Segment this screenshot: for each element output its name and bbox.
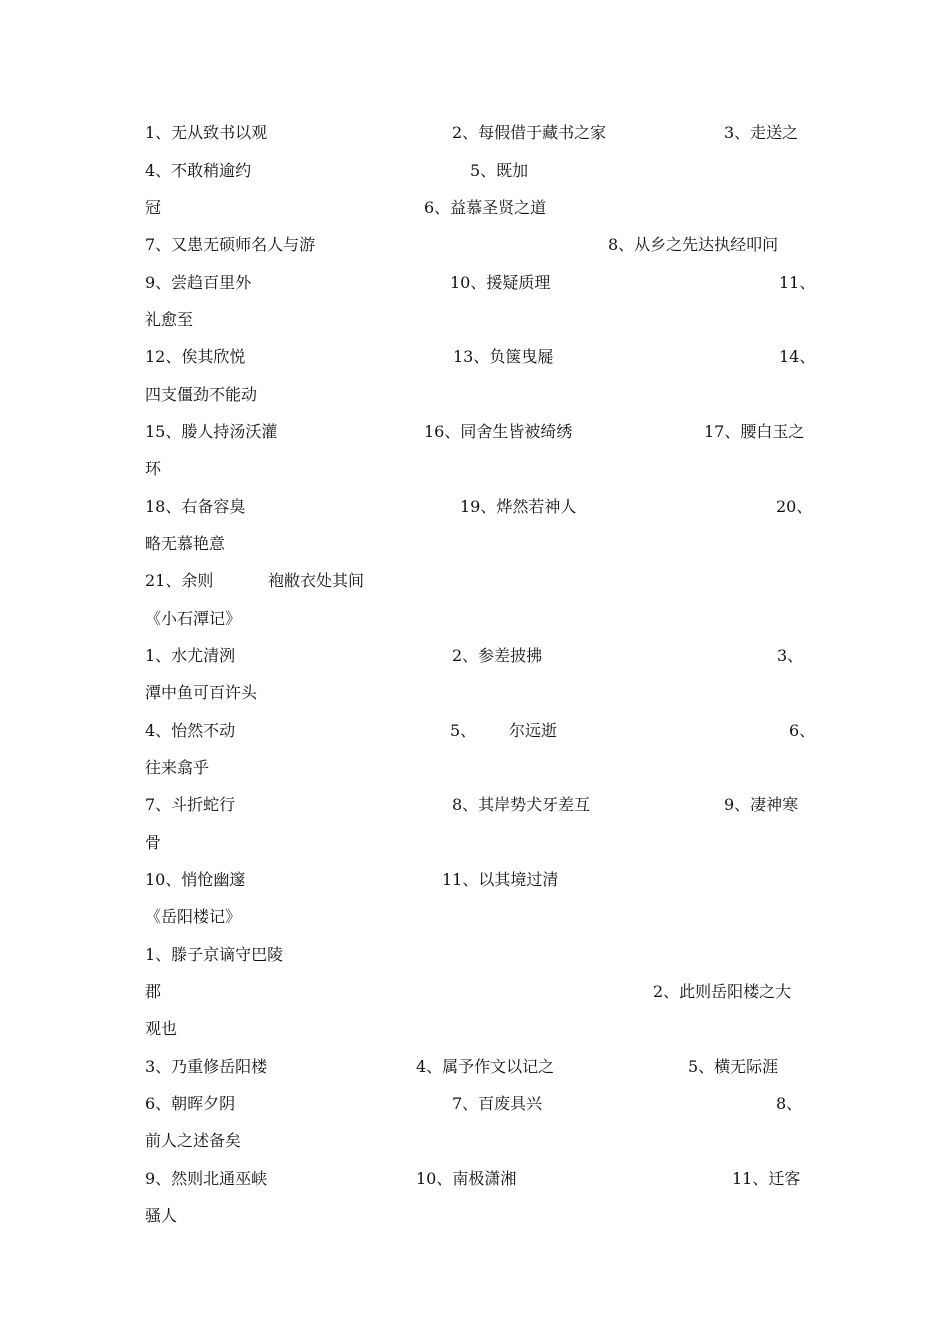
text-item: 冠 — [145, 198, 162, 217]
text-item: 5、横无际涯 — [688, 1057, 779, 1076]
section-heading: 《岳阳楼记》 — [145, 907, 242, 926]
text-item: 尔远逝 — [509, 721, 558, 740]
text-item: 四支僵劲不能动 — [145, 385, 258, 404]
text-item: 3、走送之 — [724, 123, 799, 142]
text-item: 9、凄神寒 — [724, 795, 799, 814]
text-item: 6、朝晖夕阴 — [145, 1094, 236, 1113]
text-item: 略无慕艳意 — [145, 534, 226, 553]
text-item: 8、其岸势犬牙差互 — [452, 795, 591, 814]
text-item: 观也 — [145, 1019, 178, 1038]
text-item: 14、 — [779, 347, 816, 366]
text-item: 往来翕乎 — [145, 758, 210, 777]
text-item: 4、不敢稍逾约 — [145, 161, 252, 180]
text-item: 11、以其境过清 — [442, 870, 559, 889]
text-item: 环 — [145, 459, 162, 478]
section-heading: 《小石潭记》 — [145, 609, 242, 628]
text-item: 13、负箧曳屣 — [453, 347, 554, 366]
text-item: 3、乃重修岳阳楼 — [145, 1057, 268, 1076]
text-item: 4、怡然不动 — [145, 721, 236, 740]
text-item: 21、余则 — [145, 571, 214, 590]
text-item: 9、然则北通巫峡 — [145, 1169, 268, 1188]
text-item: 15、媵人持汤沃灌 — [145, 422, 278, 441]
text-item: 19、烨然若神人 — [460, 497, 577, 516]
text-item: 7、百废具兴 — [452, 1094, 543, 1113]
text-item: 潭中鱼可百许头 — [145, 683, 258, 702]
text-item: 4、属予作文以记之 — [416, 1057, 555, 1076]
text-item: 1、无从致书以观 — [145, 123, 268, 142]
text-item: 10、南极潇湘 — [416, 1169, 517, 1188]
text-item: 2、参差披拂 — [452, 646, 543, 665]
text-item: 袍敝衣处其间 — [268, 571, 365, 590]
text-item: 6、益慕圣贤之道 — [424, 198, 547, 217]
text-item: 前人之述备矣 — [145, 1131, 242, 1150]
text-item: 11、迁客 — [732, 1169, 801, 1188]
text-item: 郡 — [145, 982, 162, 1001]
text-item: 3、 — [777, 646, 804, 665]
text-item: 7、斗折蛇行 — [145, 795, 236, 814]
text-item: 9、尝趋百里外 — [145, 273, 252, 292]
text-item: 12、俟其欣悦 — [145, 347, 246, 366]
text-item: 礼愈至 — [145, 310, 194, 329]
text-item: 骚人 — [145, 1206, 178, 1225]
text-item: 2、此则岳阳楼之大 — [653, 982, 792, 1001]
text-item: 8、 — [776, 1094, 803, 1113]
text-item: 1、水尤清洌 — [145, 646, 236, 665]
text-item: 10、援疑质理 — [450, 273, 551, 292]
text-item: 20、 — [776, 497, 813, 516]
text-item: 1、滕子京谪守巴陵 — [145, 945, 284, 964]
text-item: 7、又患无硕师名人与游 — [145, 235, 316, 254]
text-item: 5、既加 — [470, 161, 529, 180]
text-item: 16、同舍生皆被绮绣 — [424, 422, 573, 441]
text-item: 18、右备容臭 — [145, 497, 246, 516]
text-item: 10、悄怆幽邃 — [145, 870, 246, 889]
text-item: 6、 — [789, 721, 816, 740]
text-item: 8、从乡之先达执经叩问 — [608, 235, 779, 254]
text-item: 11、 — [779, 273, 816, 292]
text-item: 17、腰白玉之 — [704, 422, 805, 441]
text-item: 骨 — [145, 833, 162, 852]
text-item: 5、 — [450, 721, 477, 740]
text-item: 2、每假借于藏书之家 — [452, 123, 607, 142]
